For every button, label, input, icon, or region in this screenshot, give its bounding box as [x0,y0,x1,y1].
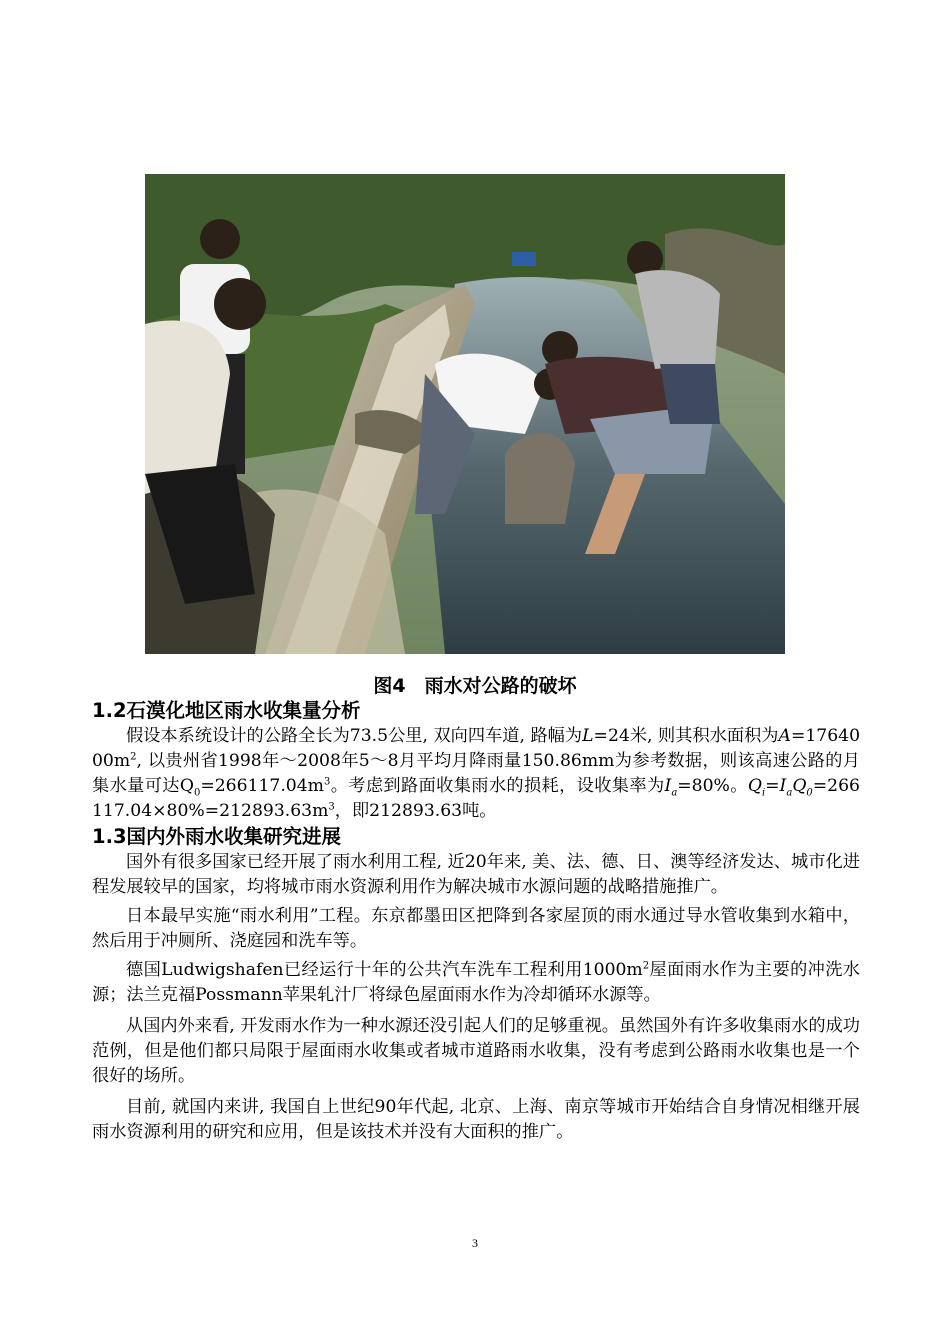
figure-caption: 图4 雨水对公路的破坏 [373,675,577,697]
paragraph-overview: 从国内外来看, 开发雨水作为一种水源还没引起人们的足够重视。虽然国外有许多收集雨水的成功范例，但是他们都只局限于屋面雨水收集或者城市道路雨水收集，没有考虑到公路雨水收集也是一个很好的场所。 [92,1016,860,1086]
document-body [92,698,860,1145]
figure-4-photo [145,174,785,654]
paragraph-domestic: 目前, 就国内来讲, 我国自上世纪90年代起, 北京、上海、南京等城市开始结合自身情况相继开展雨水资源利用的研究和应用，但是该技术并没有大面积的推广。 [92,1097,860,1142]
paragraph-japan: 日本最早实施“雨水利用”工程。东京都墨田区把降到各家屋顶的雨水通过导水管收集到水箱中，然后用于冲厕所、浇庭园和洗车等。 [92,906,860,951]
rainwater-volume-paragraph: 假设本系统设计的公路全长为73.5公里, 双向四车道, 路幅为L=24米, 则其积水面积为$A=1764000m^2$, 以贵州省1998年～2008年5～8月平均月降雨量150.86mm为参考数据，则该高速公路的月集水量可达$Q_0=266117.04m^3$。考虑到路面收集雨水的损耗，设收集率为$I_a=80\%$。$Q_i=I_aQ_0=266117.04\times 80\%=212893.63m^3$，即212893.63吨。 [92,726,861,821]
page-number: 3 [472,1236,478,1250]
paragraph-germany: 德国Ludwigshafen已经运行十年的公共汽车洗车工程利用$1000m^2$屋面雨水作为主要的冲洗水源；法兰克福Possmann苹果轧汁厂将绿色屋面雨水作为冷却循环水源等。 [92,960,860,1005]
section-heading-1-2: 1.2石漠化地区雨水收集量分析 [92,699,361,722]
section-heading-1-3: 1.3国内外雨水收集研究进展 [92,825,342,848]
paragraph-foreign-countries: 国外有很多国家已经开展了雨水利用工程, 近20年来, 美、法、德、日、澳等经济发达、城市化进程发展较早的国家，均将城市雨水资源利用作为解决城市水源问题的战略措施推广。 [92,852,860,897]
